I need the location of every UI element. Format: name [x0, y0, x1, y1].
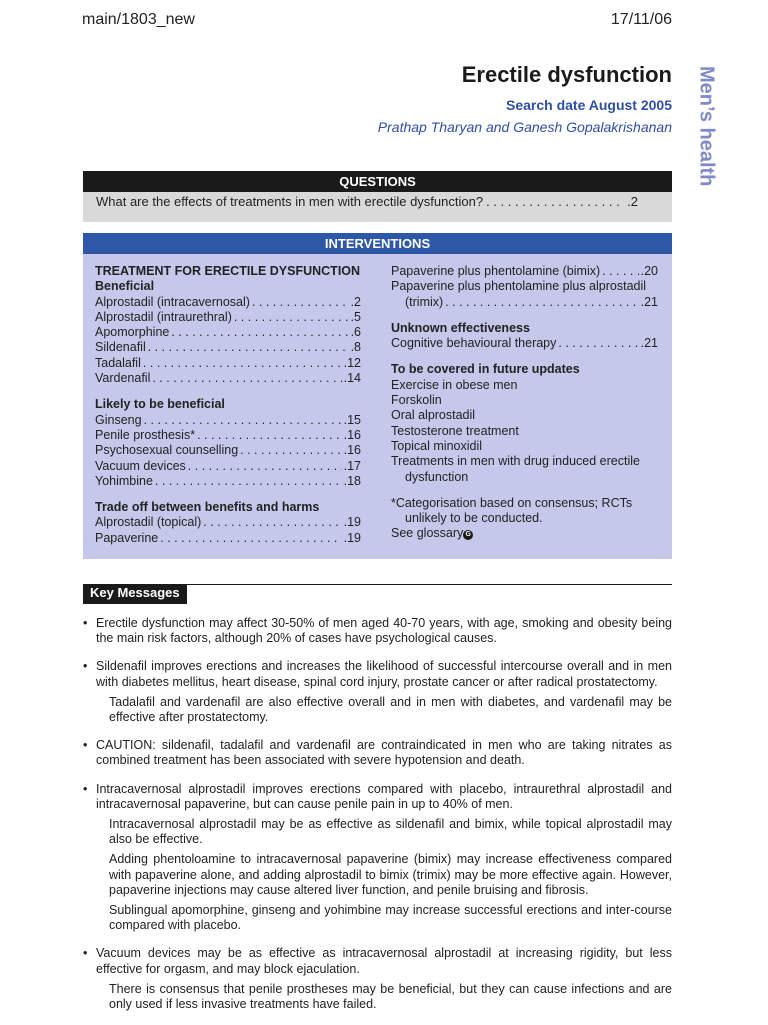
intervention-item-line1[interactable]: Papaverine plus phentolamine plus alprostadil [391, 279, 647, 294]
future-item: Testosterone treatment [391, 423, 519, 438]
intervention-item[interactable]: Yohimbine . . . .18 [95, 474, 361, 489]
unknown-heading: Unknown effectiveness [391, 320, 530, 335]
key-messages-list [83, 616, 672, 1025]
key-message: • Vacuum devices may be as effective as intracavernosal alprostadil at increasing rigidity, but less effective for orgasm, and may block ejaculation. There is consensus that penile prostheses may be beneficial, but they can cause infections and are only used if less invasive treatments have failed. [83, 946, 672, 1012]
future-item: Oral alprostadil [391, 408, 476, 423]
running-header-date: 17/11/06 [610, 11, 672, 28]
page-title: Erectile dysfunction [461, 62, 672, 87]
likely-heading: Likely to be beneficial [95, 397, 225, 412]
treatment-heading: TREATMENT FOR ERECTILE DYSFUNCTION [95, 264, 361, 278]
key-messages-heading: Key Messages [83, 584, 187, 604]
footnote-line1: *Categorisation based on consensus; RCTs [391, 495, 633, 510]
interventions-box [83, 254, 672, 559]
intervention-item[interactable]: Psychosexual counselling . . . .16 [95, 443, 361, 458]
intervention-item[interactable]: Alprostadil (intraurethral) . . . .5 [95, 310, 361, 325]
intervention-item[interactable]: Alprostadil (intracavernosal) . . . .2 [95, 295, 361, 310]
beneficial-heading: Beneficial [95, 279, 155, 294]
question-item[interactable]: What are the effects of treatments in men with erectile dysfunction? . . . .2 [96, 194, 638, 209]
key-message-detail: Adding phentoloamine to intracavernosal papaverine (bimix) may increase effectiveness compared with papaverine alone, and adding alprostadil to bimix (trimix) may be more effective again. However, papaverine injections may cause altered liver function, and penile bruising and fibrosis. [109, 852, 672, 897]
intervention-item[interactable]: Alprostadil (topical) . . . .19 [95, 515, 361, 530]
tradeoff-heading: Trade off between benefits and harms [95, 500, 320, 515]
key-message: • Erectile dysfunction may affect 30-50% of men aged 40-70 years, with age, smoking and obesity being the main risk factors, although 20% of cases have psychological causes. [83, 616, 672, 646]
glossary-link[interactable]: See glossary G [391, 526, 658, 541]
future-item: Exercise in obese men [391, 377, 518, 392]
future-item: Treatments in men with drug induced erectile [391, 454, 640, 469]
key-message-detail: There is consensus that penile prostheses may be beneficial, but they can cause infections and are only used if less invasive treatments have failed. [109, 981, 672, 1012]
glossary-icon: G [463, 530, 473, 540]
questions-box [83, 192, 672, 222]
key-message: • Intracavernosal alprostadil improves erections compared with placebo, intraurethral alprostadil and intracavernosal papaverine, but can cause penile pain in up to 40% of men. Intracavernosal alprostadil may be as effective as sildenafil and bimix, while topical alprostadil may also be effective. Adding phentoloamine to intracavernosal papaverine (bimix) may increase effectiveness compared with papaverine alone, and adding alprostadil to bimix (trimix) may be more effective again. However, papaverine injections may cause altered liver function, and penile bruising and fibrosis. Sublingual apomorphine, ginseng and yohimbine may increase successful erections and inter-course compared with placebo. [83, 782, 672, 934]
running-header-id: main/1803_new [82, 11, 195, 28]
search-date: Search date August 2005 [506, 97, 672, 113]
key-message: • Sildenafil improves erections and increases the likelihood of successful intercourse overall and in men with diabetes mellitus, heart disease, spinal cord injury, prostate cancer or after radical prostatectomy. Tadalafil and vardenafil are also effective overall and in men with diabetes, and vardenafil may be effective after prostatectomy. [83, 659, 672, 725]
intervention-item[interactable]: Vardenafil . . . .14 [95, 371, 361, 386]
future-item-cont: dysfunction [405, 469, 469, 484]
intervention-item[interactable]: Apomorphine . . . .6 [95, 325, 361, 340]
intervention-item[interactable]: Penile prosthesis* . . . .16 [95, 428, 361, 443]
key-message-detail: Tadalafil and vardenafil are also effective overall and in men with diabetes, and vardenafil may be effective after prostatectomy. [109, 694, 672, 725]
interventions-heading: INTERVENTIONS [83, 233, 672, 254]
footnote-line2: unlikely to be conducted. [405, 511, 543, 526]
questions-heading: QUESTIONS [83, 171, 672, 192]
interventions-left-column [95, 264, 361, 546]
intervention-item[interactable]: Papaverine . . . .19 [95, 531, 361, 546]
intervention-item[interactable]: Ginseng . . . .15 [95, 413, 361, 428]
key-message-detail: Intracavernosal alprostadil may be as effective as sildenafil and bimix, while topical alprostadil may also be effective. [109, 817, 672, 847]
key-message-detail: Sublingual apomorphine, ginseng and yohimbine may increase successful erections and inter-course compared with placebo. [109, 903, 672, 933]
interventions-right-column [391, 264, 658, 542]
intervention-item[interactable]: Tadalafil . . . .12 [95, 356, 361, 371]
intervention-item[interactable]: Papaverine plus phentolamine (bimix) . . . .20 [391, 264, 658, 279]
intervention-item[interactable]: Sildenafil . . . .8 [95, 340, 361, 355]
intervention-item[interactable]: Vacuum devices . . . .17 [95, 459, 361, 474]
future-item: Topical minoxidil [391, 438, 483, 453]
authors: Prathap Tharyan and Ganesh Gopalakrishanan [377, 119, 672, 135]
key-message: • CAUTION: sildenafil, tadalafil and vardenafil are contraindicated in men who are taking nitrates as combined treatment has been associated with severe hypotension and death. [83, 738, 672, 768]
future-item: Forskolin [391, 393, 442, 408]
intervention-item-line2[interactable]: (trimix) . . . .21 [391, 295, 658, 310]
section-side-label: Men’s health [695, 66, 718, 187]
future-heading: To be covered in future updates [391, 362, 580, 377]
intervention-item[interactable]: Cognitive behavioural therapy . . . .21 [391, 336, 658, 351]
